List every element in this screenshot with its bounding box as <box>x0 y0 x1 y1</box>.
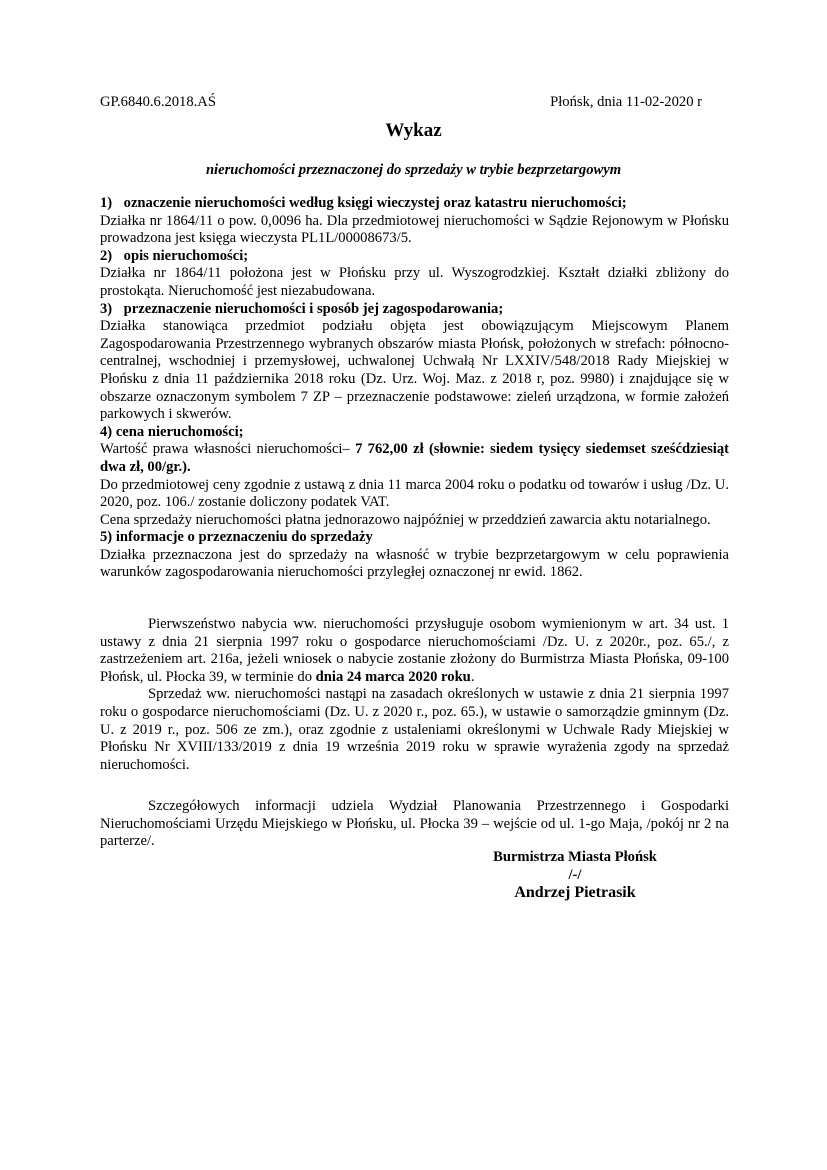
section-1-text: Działka nr 1864/11 o pow. 0,0096 ha. Dla przedmiotowej nieruchomości w Sądzie Rejonowym w Płońsku prowadzona jest księga wieczysta PL1L/00008673/5. <box>100 212 729 247</box>
section-4-title: cena nieruchomości; <box>115 423 244 440</box>
sale-paragraph: Sprzedaż ww. nieruchomości nastąpi na zasadach określonych w ustawie z dnia 21 sierpnia 1997 roku o gospodarce nieruchomościami (Dz. U. z 2020 r., poz. 65.), w ustawie o samorządzie gminnym (Dz. U. z 2019 r., poz. 506 ze zm.), oraz zgodnie z ustaleniami określonymi w Uchwale Rady Miejskiej w Płońsku Nr XVIII/133/2019 z dnia 19 września 2019 roku w sprawie wyrażenia zgody na sprzedaż nieruchomości. <box>100 686 729 773</box>
section-2-text: Działka nr 1864/11 położona jest w Płońsku przy ul. Wyszogrodzkiej. Kształt działki zbliżony do prostokąta. Nieruchomość jest niezabudowana. <box>100 265 729 299</box>
section-1-number: 1) <box>100 195 113 211</box>
value-amount: 7 762,00 zł (słownie: siedem tysięcy siedemset sześćdziesiąt dwa zł, 00/gr.). <box>100 441 729 475</box>
signature-block <box>470 848 680 902</box>
section-5-heading <box>100 529 729 547</box>
deadline-date: dnia 24 marca 2020 roku <box>315 668 471 685</box>
place-and-date: Płońsk, dnia 11-02-2020 r <box>550 94 702 110</box>
reference-number: GP.6840.6.2018.AŚ <box>100 94 216 110</box>
info-paragraph: Szczegółowych informacji udziela Wydział Planowania Przestrzennego i Gospodarki Nieruchomościami Urzędu Miejskiego w Płońsku, ul. Płocka 39 – wejście od ul. 1-go Maja, /pokój nr 2 na parterze/. <box>100 798 729 850</box>
section-3-heading <box>100 301 729 319</box>
section-4-value <box>100 441 729 476</box>
signature-mark: /-/ <box>568 867 582 883</box>
section-4-payment: Cena sprzedaży nieruchomości płatna jednorazowo najpóźniej w przeddzień zawarcia aktu notarialnego. <box>100 511 711 528</box>
section-1-title: oznaczenie nieruchomości według księgi wieczystej oraz katastru nieruchomości; <box>123 195 627 211</box>
section-5-text: Działka przeznaczona jest do sprzedaży na własność w trybie bezprzetargowym w celu poprawienia warunków zagospodarowania nieruchomości przyległej oznaczonej nr ewid. 1862. <box>100 546 729 581</box>
section-3-text: Działka stanowiąca przedmiot podziału objęta jest obowiązującym Miejscowym Planem Zagospodarowania Przestrzennego wybranych obszarów miasta Płońsk, położonych w strefach: północno-centralnej, wschodniej i przemysłowej, uchwalonej Uchwałą Nr LXXIV/548/2018 Rady Miejskiej w Płońsku z dnia 11 października 2018 roku (Dz. Urz. Woj. Maz. z 2018 r, poz. 9980) i znajdujące się w obszarze oznaczonym symbolem 7 ZP – przeznaczenie podstawowe: zieleń urządzona, w formie założeń parkowych i skwerów. <box>100 318 729 423</box>
document-subtitle: nieruchomości przeznaczonej do sprzedaży w trybie bezprzetargowym <box>205 162 622 178</box>
section-4-heading <box>100 424 729 442</box>
signature-office: Burmistrza Miasta Płońsk <box>493 849 657 865</box>
document-header <box>100 94 702 112</box>
section-4-number: 4) <box>100 423 113 440</box>
section-5-number: 5) <box>100 529 113 546</box>
document-title: Wykaz <box>385 120 442 141</box>
info-block <box>100 798 729 851</box>
sections-block <box>100 195 729 582</box>
section-2-number: 2) <box>100 247 113 264</box>
section-4-vat: Do przedmiotowej ceny zgodnie z ustawą z dnia 11 marca 2004 roku o podatku od towarów i usług /Dz. U. 2020, poz. 106./ zostanie doliczony podatek VAT. <box>100 476 729 511</box>
value-prefix: Wartość prawa własności nieruchomości– <box>100 441 356 458</box>
section-2-heading <box>100 248 729 266</box>
priority-and-sale-block <box>100 616 729 774</box>
section-1-heading <box>100 195 729 213</box>
priority-paragraph <box>100 616 729 686</box>
priority-text: Pierwszeństwo nabycia ww. nieruchomości przysługuje osobom wymienionym w art. 34 ust. 1 ustawy z dnia 21 sierpnia 1997 roku o gospodarce nieruchomościami /Dz. U. z 2020r., poz. 65./, z zastrzeżeniem art. 216a, jeżeli wniosek o nabycie zostanie złożony do Burmistrza Miasta Płońska, 09-100 Płońsk, ul. Płocka 39, w terminie do <box>100 616 729 685</box>
section-2-title: opis nieruchomości; <box>123 247 249 264</box>
section-3-number: 3) <box>100 300 113 317</box>
deadline-end: . <box>470 668 475 685</box>
signature-name: Andrzej Pietrasik <box>514 884 636 901</box>
section-5-title: informacje o przeznaczeniu do sprzedaży <box>115 529 373 546</box>
section-3-title: przeznaczenie nieruchomości i sposób jej zagospodarowania; <box>123 300 504 317</box>
